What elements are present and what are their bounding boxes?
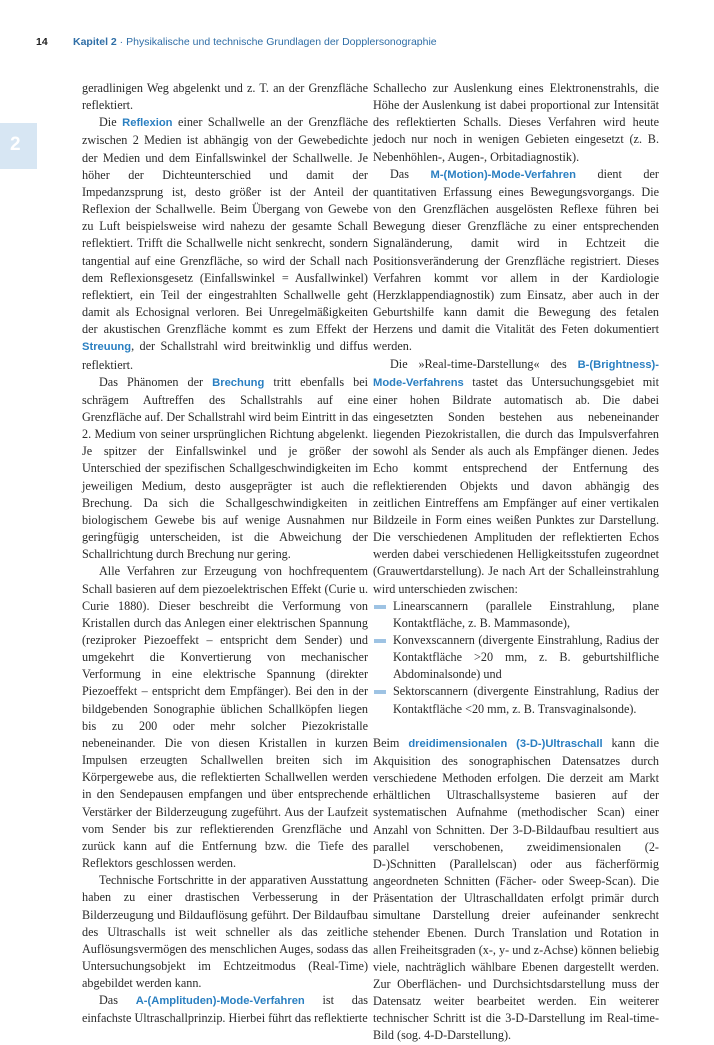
- text-run: tastet das Untersuchungsgebiet mit einer hohen Bildrate automatisch ab. Die dabei eingesetzten Sonden bestehen aus nebeneinander liegenden Piezokristallen, die durch das Impulsverfahren sowohl als Sender als auch als Empfänger dienen. Jedes Echo kommt entsprechend der Entfernung des reflektierenden Objekts und davon abhängig des zeitlichen Eintreffens am Empfänger auf einer vertikalen Bildzeile in Form eines weißen Punktes zur Darstellung. Die verschiedenen Amplituden der reflektierten Echos werden dabei verschiedenen Helligkeitsstufen zugeordnet (Grauwertdarstellung). Je nach Art der Schalleinstrahlung wird unterschieden zwischen:: [373, 374, 659, 596]
- text-run: Das: [390, 166, 431, 181]
- paragraph: Schallecho zur Auslenkung eines Elektronenstrahls, die Höhe der Auslenkung ist dabei proportional zur Intensität des reflektierten Schalls. Dieses Verfahren wird heute jedoch nur noch in wenigen Gebieten eingesetzt (z. B. Nebenhöhlen-, Augen-, Orbitadiagnostik).: [373, 81, 659, 164]
- keyword-b-mode: B-(Brightness)-Mode-Verfahrens: [373, 358, 659, 389]
- list-item-text: Linearscannern (parallele Einstrahlung, plane Kontaktfläche, z. B. Mammasonde),: [393, 598, 659, 630]
- keyword-a-mode: A-(Amplituden)-Mode-Verfahren: [135, 995, 305, 1008]
- keyword-brechung: Brechung: [212, 376, 265, 389]
- paragraph-b-mode: [373, 356, 659, 598]
- text-run: Die: [99, 115, 123, 130]
- list-item: [373, 598, 659, 632]
- chapter-heading: [73, 36, 437, 48]
- text-run: einer Schallwelle an der Grenzfläche zwischen 2 Medien ist abhängig von der Gewebedichte der Medien und dem Einfallswinkel der Schallwelle. Je höher der Dichteunterschied und damit der Impedanzsprung ist, desto größer ist der Anteil der Reflexion der Schallwelle. Beim Übergang von Gewebe zu Luft beispielsweise wird nahezu der gesamte Schall reflektiert. Trifft die Schallwelle nicht senkrecht, sondern tangential auf eine Grenzfläche, so wird der Schall nach dem Reflexionsgesetz (Einfallswinkel = Ausfallwinkel) reflektiert, ein Teil der eingestrahlten Schallwelle geht damit als Echosignal verloren. Bei Unregelmäßigkeiten der akustischen Grenzfläche kommt es zum Effekt der: [82, 115, 368, 337]
- keyword-m-mode: M-(Motion)-Mode-Verfahren: [430, 168, 576, 181]
- paragraph-fortschritte: Technische Fortschritte in der apparativen Ausstattung haben zu einer drastischen Verbesserung in der Bilderzeugung und Bildauflösung geführt. Der Bildaufbau des Ultraschalls ist weit schneller als das zeitliche Auflösungsvermögen des menschlichen Auges, sodass das Untersuchungsobjekt im Echtzeitmodus (Real-Time) abgebildet werden kann.: [82, 873, 368, 991]
- scanner-list: [373, 598, 659, 718]
- paragraph-piezo: Alle Verfahren zur Erzeugung von hochfrequentem Schall basieren auf dem piezoelektrischen Effekt (Curie u. Curie 1880). Dieser beschreibt die Verformung von Kristallen durch das Anlegen einer elektrischen Spannung (reziproker Piezoeffekt – entspricht dem Sender) und umgekehrt die Konvertierung von mechanischer Verformung in eine elektrische Spannung (direkter Piezoeffekt – entspricht dem Empfänger). Bei den in der bildgebenden Sonographie üblichen Schallköpfen liegen bis zu 200 oder mehr solcher Piezokristalle nebeneinander. Die von diesen Kristallen in kurzen Impulsen erzeugten Schallwellen breiten sich im Körpergewebe aus, die reflektierten Schallwellen werden in den Sendepausen empfangen und über entsprechende Verstärker der Bilderzeugung zugeführt. Aus der Laufzeit vom Sender bis zur reflektierenden Grenzfläche und zurück kann auf die Entfernung bzw. die Tiefe des Reflektors geschlossen werden.: [82, 564, 368, 871]
- bullet-dash-icon: [374, 690, 386, 694]
- bullet-dash-icon: [374, 639, 386, 643]
- left-column: [82, 80, 368, 1028]
- list-item-text: Konvexscannern (divergente Einstrahlung, Radius der Kontaktfläche >20 mm, z. B. geburtshilfliche Abdominalsonde) und: [393, 633, 659, 682]
- list-item-text: Sektorscannern (divergente Einstrahlung, Radius der Kontaktfläche <20 mm, z. B. Transvaginalsonde).: [393, 684, 659, 716]
- text-run: tritt ebenfalls bei schrägem Auftreffen des Schallstrahls auf eine Grenzfläche auf. Der Schallstrahl wird beim Eintritt in das 2. Medium von seiner ursprünglichen Richtung abgelenkt. Je spitzer der Einfallswinkel und je größer der Unterschied der spezifischen Schallgeschwindigkeiten im jeweiligen Medium, desto ausgeprägter ist auch die Brechung. Da sich die Schallgeschwindigkeiten in biologischem Gewebe bis auf wenige Ausnahmen nur geringfügig unterscheiden, ist die Abweichung der Schallrichtung durch Brechung nur gering.: [82, 374, 369, 562]
- running-header: [36, 36, 678, 52]
- text-run: Das Phänomen der: [99, 374, 213, 389]
- paragraph-brechung: [82, 374, 368, 564]
- bullet-dash-icon: [374, 605, 386, 609]
- list-item: [373, 632, 659, 683]
- paragraph-m-mode: [373, 166, 659, 356]
- keyword-reflexion: Reflexion: [122, 117, 173, 130]
- text-run: Beim: [373, 735, 409, 750]
- list-item: [373, 683, 659, 717]
- paragraph-reflexion: [82, 114, 368, 373]
- chapter-separator: ·: [116, 36, 127, 48]
- text-run: ist das einfachste Ultraschallprinzip. Hierbei führt das reflektierte: [82, 993, 368, 1026]
- right-column: [373, 80, 659, 1045]
- paragraph-a-mode: [82, 992, 368, 1027]
- keyword-streuung: Streuung: [82, 341, 132, 354]
- text-run: , der Schallstrahl wird breitwinklig und diffus reflektiert.: [82, 339, 368, 372]
- text-run: kann die Akquisition des sonographischen Datensatzes durch verschiedene Methoden erfolgen. Die derzeit am Markt erhältlichen Ultraschallsysteme basieren auf der systematischen Aufnahme (methodischer Scan) einer Anzahl von Schnitten. Der 3-D-Bildaufbau resultiert aus parallel verschobenen, zweidimensionalen (2-D-)Schnitten (Parallelscan) oder aus fächerförmig angeordneten Schnitten (Fächer- oder Sweep-Scan). Die Präsentation der Ultraschalldaten erfolgt primär durch simultane Darstellung dreier aufeinander senkrecht stehender Ebenen. Durch Translation und Rotation in allen Freiheitsgraden (x-, y- und z-Achse) können beliebig viele, nachträglich wählbare Ebenen dargestellt werden. Zur Oberflächen- und Durchsichtsdarstellung muss der Datensatz weiter bearbeitet werden. Ein weiterer technischer Schritt ist die 3-D-Darstellung im Real-time-Bild (sog. 4-D-Darstellung).: [373, 735, 659, 1043]
- chapter-label: Kapitel 2: [73, 36, 117, 48]
- text-run: Die »Real-time-Darstellung« des: [390, 356, 578, 371]
- text-run: dient der quantitativen Erfassung eines Bewegungsvorgangs. Die von den Grenzflächen ausgelösten Reflexe führen bei Bewegung dieser Grenzfläche zu einer entsprechenden Signaländerung, damit wird in Echtzeit die Positionsveränderung der Grenzfläche registriert. Dieses Verfahren kommt vor allem in der Kardiologie (Herzklappendiagnostik) zum Einsatz, aber auch in der Geburtshilfe kann damit die Bewegung des fetalen Herzens und damit die Vitalität des Feten dokumentiert werden.: [373, 166, 659, 354]
- paragraph-3d-ultraschall: [373, 735, 659, 1045]
- page-number: 14: [36, 36, 48, 48]
- chapter-title: Physikalische und technische Grundlagen der Dopplersonographie: [126, 36, 437, 48]
- chapter-side-tab: [0, 123, 37, 169]
- text-run: Das: [99, 993, 136, 1008]
- keyword-3d-ultraschall: dreidimensionalen (3-D-)Ultraschall: [408, 737, 603, 750]
- chapter-tab-number: 2: [10, 134, 21, 155]
- paragraph: geradlinigen Weg abgelenkt und z. T. an der Grenzfläche reflektiert.: [82, 81, 368, 113]
